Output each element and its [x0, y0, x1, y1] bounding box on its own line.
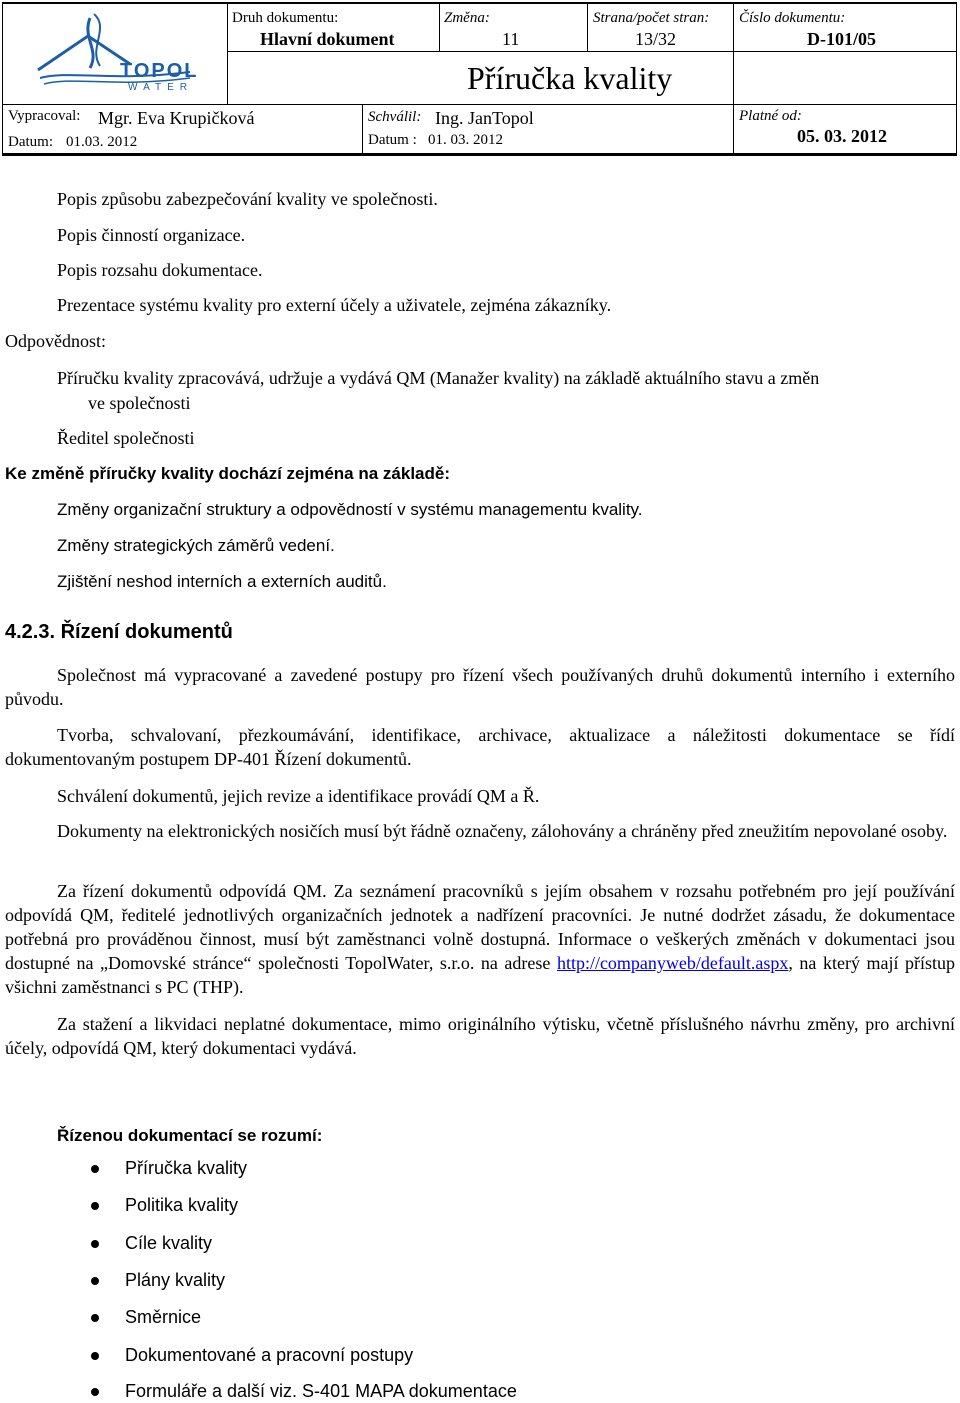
paragraph-4: Dokumenty na elektronických nosičích musí být řádně označeny, zálohovány a chráněny před zneužitím nepovolané osoby.: [57, 821, 948, 841]
zmena-value: 11: [502, 29, 520, 49]
logo-text: TOPOL: [120, 60, 199, 82]
odpovednost-heading: Odpovědnost:: [5, 331, 106, 351]
bullet-icon: [91, 1202, 99, 1210]
bullet-icon: [91, 1165, 99, 1173]
companyweb-link[interactable]: http://companyweb/default.aspx: [556, 953, 789, 973]
vypracoval-label: Vypracoval:: [8, 108, 81, 124]
list-item-label: Formuláře a další viz. S-401 MAPA dokumentace: [125, 1381, 517, 1401]
header-vline-1: [227, 2, 228, 104]
list-item-label: Dokumentované a pracovní postupy: [125, 1345, 414, 1365]
logo-subtext: WATER: [128, 82, 193, 93]
header-divider-2: [2, 104, 957, 105]
datum1-label: Datum:: [8, 134, 53, 150]
list-item: [125, 1233, 212, 1254]
section-heading: 4.2.3. Řízení dokumentů: [5, 621, 233, 643]
odpovednost-para1-line2: ve společnosti: [88, 393, 191, 413]
list1-item-3: Popis rozsahu dokumentace.: [57, 260, 263, 280]
datum2-value: 01. 03. 2012: [428, 132, 503, 148]
paragraph-6: Za stažení a likvidaci neplatné dokumentace, mimo originálního výtisku, včetně příslušného návrhu změny, pro archivní účely, odpovídá QM, který dokumentaci vydává.: [5, 1014, 955, 1058]
cislo-value: D-101/05: [807, 29, 876, 49]
platne-label: Platné od:: [739, 108, 802, 124]
list-item: [125, 1307, 201, 1328]
paragraph-1: Společnost má vypracované a zavedené postupy pro řízení všech používaných druhů dokumentů interního i externího původu.: [5, 665, 955, 709]
strana-label: Strana/počet stran:: [593, 10, 710, 26]
list-item: [125, 1195, 238, 1216]
bullet-icon: [91, 1240, 99, 1248]
list-item: [125, 1270, 225, 1291]
rizena-heading: Řízenou dokumentací se rozumí:: [57, 1126, 323, 1145]
list1-item-2: Popis činností organizace.: [57, 225, 246, 245]
platne-value: 05. 03. 2012: [797, 126, 887, 146]
zmena-item-1: Změny organizační struktury a odpovědností v systému managementu kvality.: [57, 500, 643, 519]
druh-label: Druh dokumentu:: [232, 10, 339, 26]
bullet-icon: [91, 1277, 99, 1285]
zmena-item-3: Zjištění neshod interních a externích auditů.: [57, 572, 387, 591]
list-item: [125, 1158, 247, 1179]
odpovednost-para2: Ředitel společnosti: [57, 428, 195, 448]
header-divider-1: [227, 51, 957, 52]
header-vline-4: [733, 2, 734, 154]
list-item: [125, 1345, 413, 1366]
header-border-left: [2, 2, 3, 156]
odpovednost-para1-line1: Příručku kvality zpracovává, udržuje a vydává QM (Manažer kvality) na základě aktuálního stavu a změn: [57, 368, 820, 388]
list-item-label: Cíle kvality: [125, 1233, 213, 1253]
datum2-label: Datum :: [368, 132, 417, 148]
document-header: [2, 2, 957, 156]
vypracoval-value: Mgr. Eva Krupičková: [98, 108, 255, 128]
list-item-label: Směrnice: [125, 1307, 202, 1327]
header-border-bottom: [2, 153, 957, 156]
paragraph-5: [5, 879, 955, 999]
schvalil-label: Schválil:: [368, 109, 422, 125]
list1-item-4: Prezentace systému kvality pro externí účely a uživatele, zejména zákazníky.: [57, 295, 612, 315]
schvalil-value: Ing. JanTopol: [435, 108, 534, 128]
header-vline-3: [587, 2, 588, 51]
paragraph-2: Tvorba, schvalovaní, přezkoumávání, identifikace, archivace, aktualizace a náležitosti dokumentace se řídí dokumentovaným postupem DP-401 Řízení dokumentů.: [5, 725, 955, 769]
list-item: [125, 1381, 517, 1402]
bullet-icon: [91, 1388, 99, 1396]
paragraph-3: Schválení dokumentů, jejich revize a identifikace provádí QM a Ř.: [57, 786, 540, 806]
cislo-label: Číslo dokumentu:: [739, 10, 846, 26]
strana-value: 13/32: [635, 29, 677, 49]
company-logo: [30, 8, 200, 100]
datum1-value: 01.03. 2012: [66, 134, 138, 150]
list-item-label: Politika kvality: [125, 1195, 239, 1215]
header-vline-2: [439, 2, 440, 51]
header-border-top: [2, 2, 957, 4]
list1-item-1: Popis způsobu zabezpečování kvality ve společnosti.: [57, 189, 438, 209]
list-item-label: Příručka kvality: [125, 1158, 248, 1178]
document-title: Příručka kvality: [467, 60, 673, 96]
bullet-icon: [91, 1314, 99, 1322]
header-border-right: [956, 2, 957, 156]
list-item-label: Plány kvality: [125, 1270, 226, 1290]
bullet-icon: [91, 1352, 99, 1360]
zmena-label: Změna:: [444, 10, 490, 26]
zmena-heading: Ke změně příručky kvality dochází zejména na základě:: [5, 464, 451, 483]
paragraph-5-tail: , na který mají přístup všichni zaměstnanci s PC (THP).: [5, 953, 956, 997]
druh-value: Hlavní dokument: [260, 29, 395, 49]
header-vline-5: [362, 104, 363, 154]
zmena-item-2: Změny strategických záměrů vedení.: [57, 536, 335, 555]
paragraph-5-text: Za řízení dokumentů odpovídá QM. Za seznámení pracovníků s jejím obsahem v rozsahu potřebném pro její používání odpovídá QM, ředitelé jednotlivých organizačních jednotek a nadřízení pracovníci. Je nutné dodržet zásadu, že dokumentace potřebná pro prováděnou činnost, musí být zaměstnanci volně dostupná. Informace o veškerých změnách v dokumentaci jsou dostupné na „Domovské stránce“ společnosti TopolWater, s.r.o. na adrese: [5, 881, 955, 973]
